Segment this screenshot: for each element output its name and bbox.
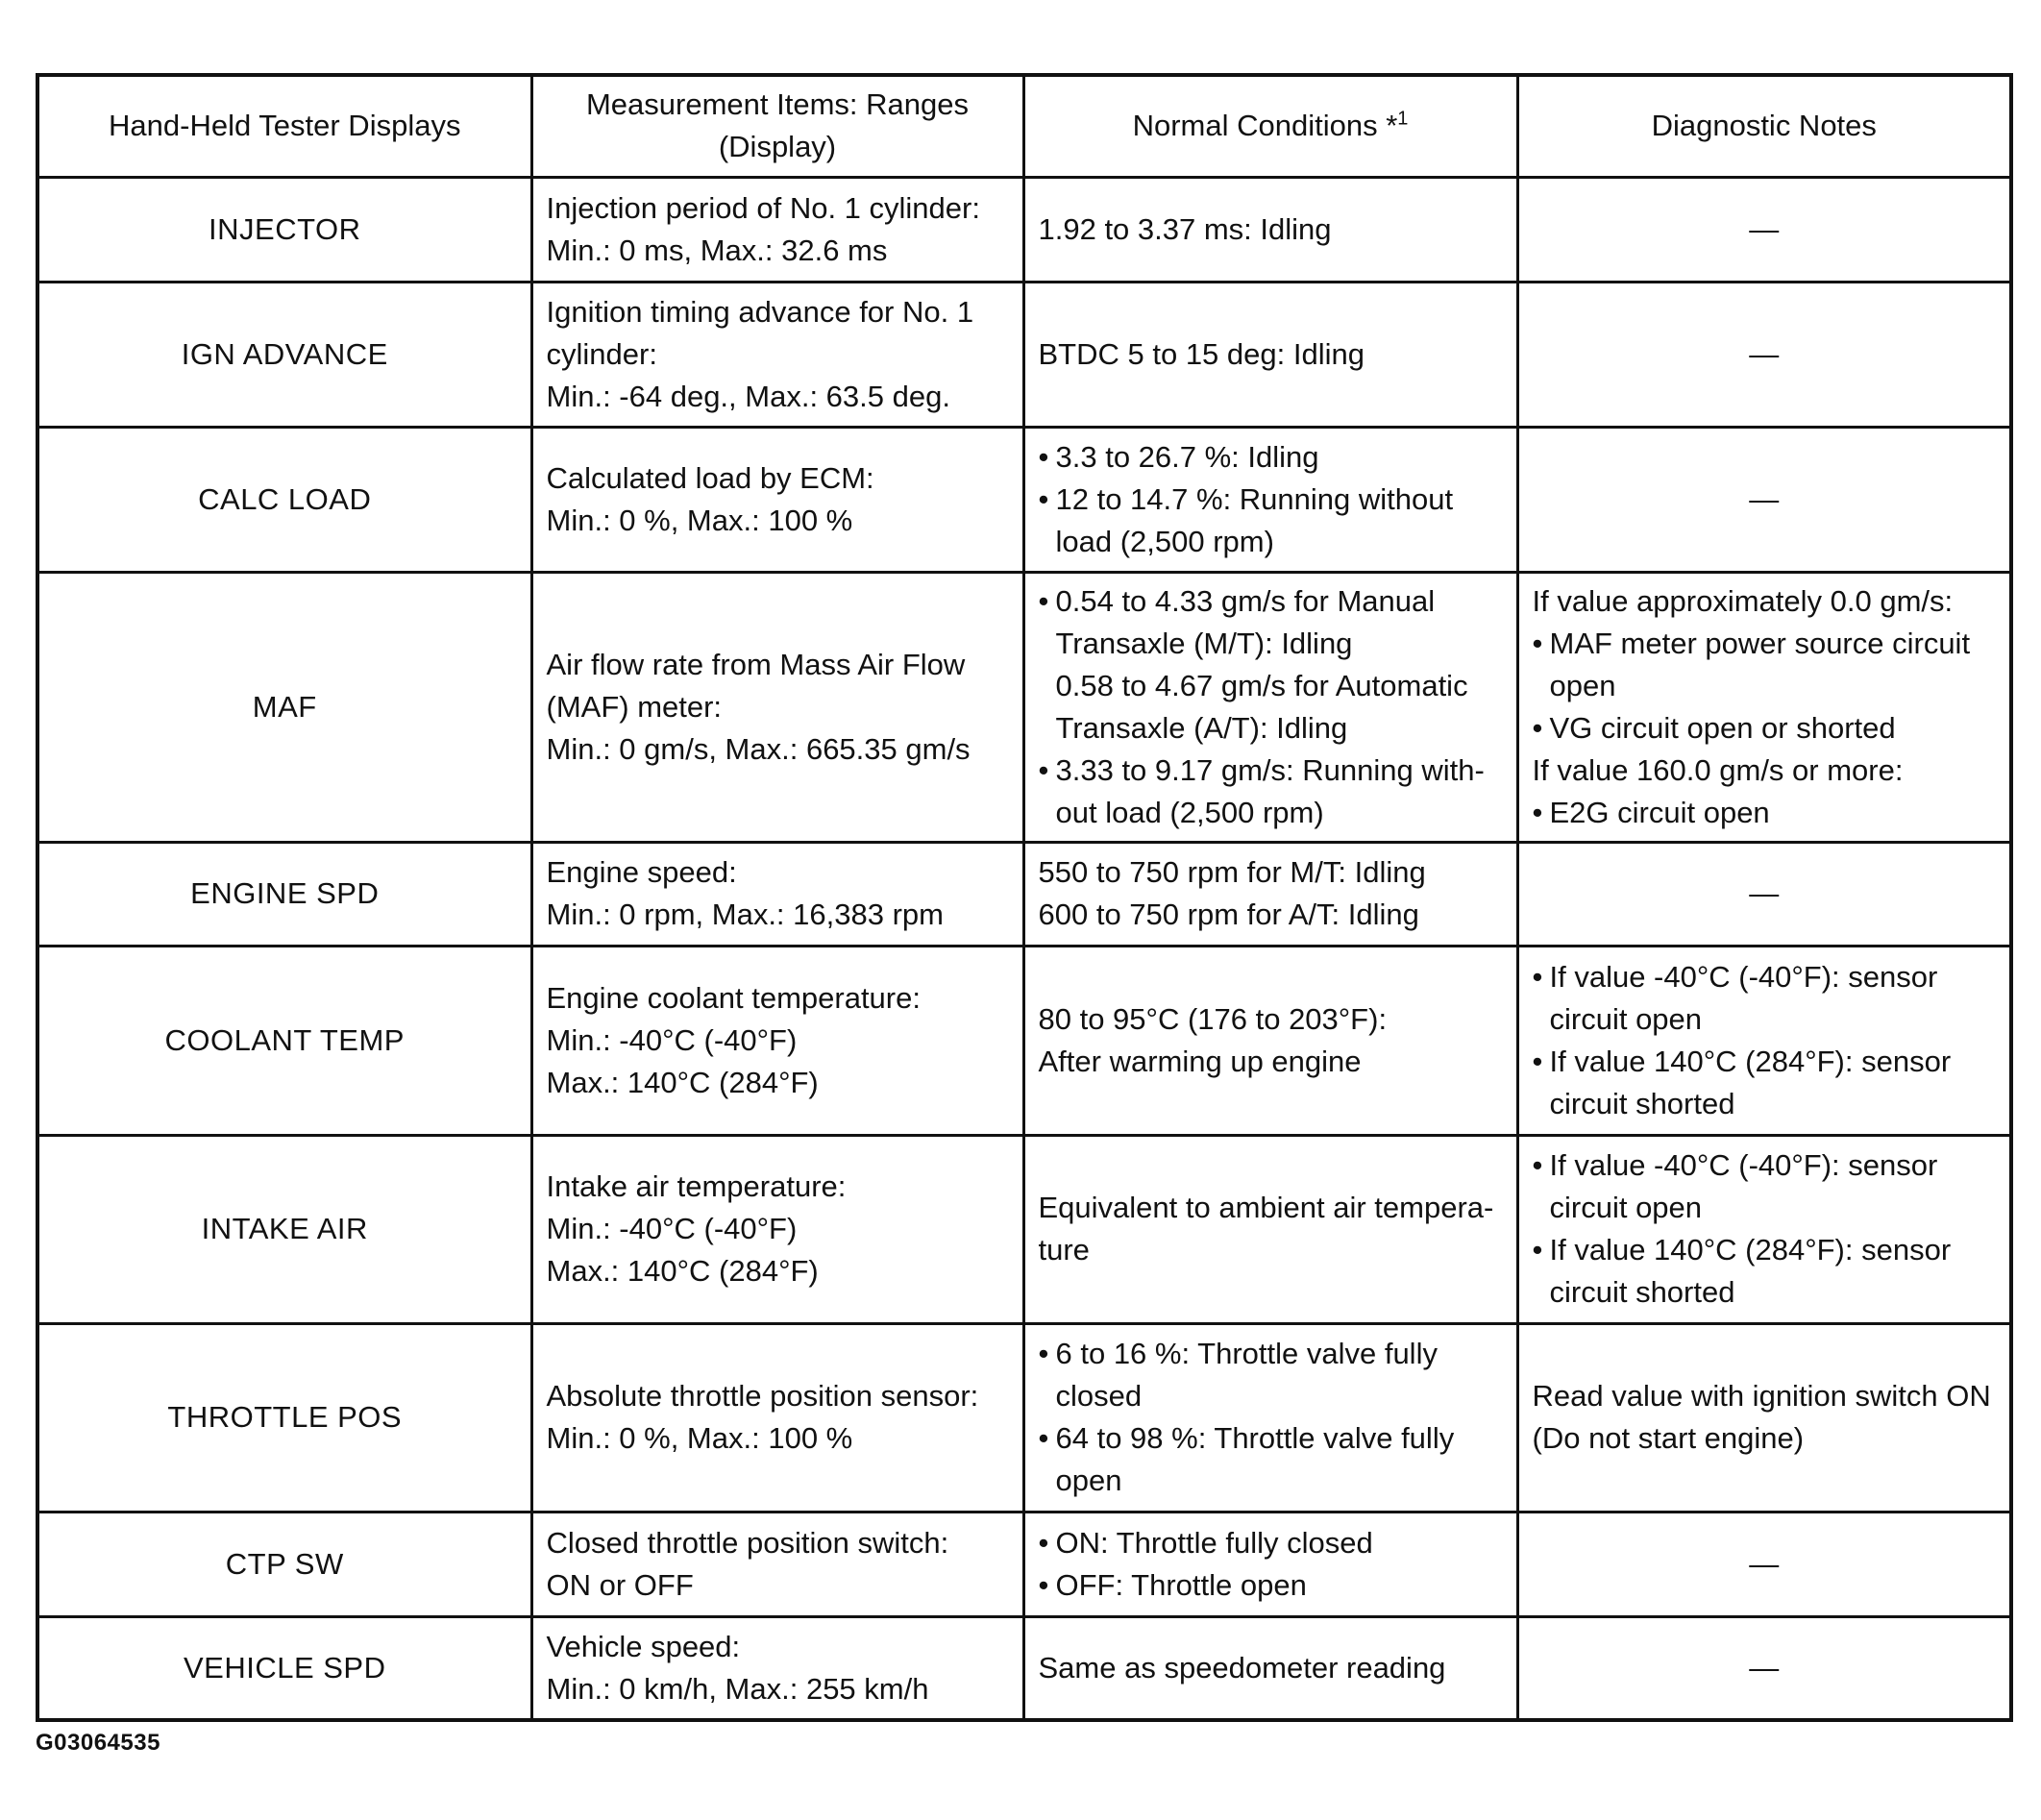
measurement-cell: [531, 946, 1023, 1135]
note-bullet: • VG circuit open or shorted: [1533, 707, 1997, 750]
conditions-cell: [1023, 1323, 1517, 1512]
condition-line: 80 to 95°C (176 to 203°F):: [1038, 1001, 1388, 1036]
note-bullet: • E2G circuit open: [1533, 792, 1997, 834]
measurement-line: Calculated load by ECM:: [546, 460, 874, 495]
measurement-line: Min.: -40°C (-40°F): [546, 1022, 798, 1057]
note-bullet: • If value -40°C (-40°F): sensor: [1533, 1144, 1997, 1187]
table-row: [37, 842, 2011, 946]
notes-cell: —: [1517, 1616, 2011, 1720]
measurement-line: Intake air temperature:: [546, 1169, 847, 1203]
condition-line: After warming up engine: [1038, 1044, 1362, 1078]
table-row: [37, 946, 2011, 1135]
notes-cell: [1517, 572, 2011, 842]
table-body: [37, 177, 2011, 1720]
table-row: [37, 427, 2011, 572]
condition-line: ture: [1038, 1233, 1090, 1267]
measurement-line: Min.: 0 gm/s, Max.: 665.35 gm/s: [546, 731, 971, 766]
measurement-cell: [531, 177, 1023, 282]
measurement-line: ON or OFF: [546, 1567, 694, 1602]
note-line: circuit open: [1549, 1001, 1703, 1036]
notes-cell: [1517, 1135, 2011, 1323]
measurement-line: Min.: -40°C (-40°F): [546, 1212, 798, 1245]
condition-bullet: • 6 to 16 %: Throttle valve fully: [1039, 1333, 1503, 1375]
condition-bullet: • 12 to 14.7 %: Running without: [1039, 479, 1503, 521]
note-line: open: [1549, 668, 1616, 702]
measurement-cell: [531, 282, 1023, 427]
header-normal-conditions: [1023, 75, 1517, 177]
header-diagnostic-notes: Diagnostic Notes: [1517, 75, 2011, 177]
note-bullet: • MAF meter power source circuit: [1533, 623, 1997, 665]
measurement-line: Vehicle speed:: [546, 1629, 741, 1663]
note-bullet: • If value -40°C (-40°F): sensor: [1533, 956, 1997, 998]
notes-cell: [1517, 1323, 2011, 1512]
condition-line: open: [1055, 1463, 1122, 1497]
condition-bullet: • 3.3 to 26.7 %: Idling: [1039, 436, 1503, 479]
condition-bullet: • ON: Throttle fully closed: [1039, 1522, 1503, 1564]
notes-cell: —: [1517, 177, 2011, 282]
notes-cell: —: [1517, 842, 2011, 946]
measurement-line: Min.: 0 %, Max.: 100 %: [546, 1421, 853, 1455]
notes-cell: [1517, 946, 2011, 1135]
measurement-line: Min.: -64 deg., Max.: 63.5 deg.: [546, 379, 950, 413]
condition-line: Transaxle (M/T): Idling: [1055, 626, 1353, 660]
measurement-line: Max.: 140°C (284°F): [546, 1065, 819, 1099]
figure-id: G03064535: [36, 1730, 160, 1756]
table-header: [37, 75, 2011, 177]
tester-data-table: [36, 73, 2013, 1722]
note-line: If value approximately 0.0 gm/s:: [1532, 583, 1954, 618]
measurement-cell: [531, 1135, 1023, 1323]
measurement-line: Ignition timing advance for No. 1: [546, 294, 974, 329]
table-row: [37, 282, 2011, 427]
note-line: If value 160.0 gm/s or more:: [1532, 752, 1904, 787]
condition-line: load (2,500 rpm): [1055, 524, 1274, 558]
condition-line: 1.92 to 3.37 ms: Idling: [1038, 211, 1332, 246]
note-bullet: • If value 140°C (284°F): sensor: [1533, 1229, 1997, 1271]
conditions-cell: [1023, 1512, 1517, 1616]
measurement-line: Engine speed:: [546, 855, 737, 889]
header-measurement-line1: Measurement Items: Ranges: [585, 87, 969, 122]
table-row: [37, 1135, 2011, 1323]
conditions-cell: [1023, 572, 1517, 842]
measurement-cell: [531, 842, 1023, 946]
display-cell: THROTTLE POS: [37, 1323, 531, 1512]
note-line: circuit shorted: [1549, 1275, 1735, 1309]
header-row: [37, 75, 2011, 177]
table-row: [37, 1512, 2011, 1616]
condition-line: BTDC 5 to 15 deg: Idling: [1038, 336, 1365, 371]
measurement-cell: [531, 1323, 1023, 1512]
measurement-cell: [531, 1512, 1023, 1616]
measurement-cell: [531, 427, 1023, 572]
display-cell: INTAKE AIR: [37, 1135, 531, 1323]
footnote-marker: 1: [1397, 108, 1409, 130]
measurement-line: Air flow rate from Mass Air Flow: [546, 647, 966, 681]
measurement-line: Min.: 0 km/h, Max.: 255 km/h: [546, 1671, 929, 1706]
display-cell: COOLANT TEMP: [37, 946, 531, 1135]
measurement-line: Injection period of No. 1 cylinder:: [546, 190, 980, 225]
header-measurement-line2: (Display): [718, 130, 837, 164]
header-normal-conditions-text: Normal Conditions *: [1132, 109, 1398, 143]
measurement-line: Min.: 0 ms, Max.: 32.6 ms: [546, 233, 888, 267]
measurement-line: Min.: 0 %, Max.: 100 %: [546, 503, 853, 537]
measurement-line: Min.: 0 rpm, Max.: 16,383 rpm: [546, 898, 944, 931]
notes-cell: —: [1517, 1512, 2011, 1616]
conditions-cell: [1023, 1135, 1517, 1323]
conditions-cell: [1023, 842, 1517, 946]
measurement-cell: [531, 1616, 1023, 1720]
condition-line: out load (2,500 rpm): [1055, 795, 1324, 829]
note-line: circuit open: [1549, 1191, 1703, 1224]
condition-bullet: • 3.33 to 9.17 gm/s: Running with-: [1039, 750, 1503, 792]
display-cell: CALC LOAD: [37, 427, 531, 572]
conditions-cell: [1023, 177, 1517, 282]
conditions-cell: [1023, 282, 1517, 427]
display-cell: MAF: [37, 572, 531, 842]
display-cell: VEHICLE SPD: [37, 1616, 531, 1720]
condition-line: 550 to 750 rpm for M/T: Idling: [1038, 855, 1426, 889]
measurement-line: Engine coolant temperature:: [546, 980, 921, 1015]
note-line: Read value with ignition switch ON: [1532, 1379, 1991, 1413]
condition-line: Equivalent to ambient air tempera-: [1038, 1191, 1494, 1224]
condition-bullet: • OFF: Throttle open: [1039, 1564, 1503, 1607]
display-cell: CTP SW: [37, 1512, 531, 1616]
conditions-cell: [1023, 427, 1517, 572]
conditions-cell: [1023, 1616, 1517, 1720]
table-row: [37, 1616, 2011, 1720]
measurement-line: cylinder:: [546, 336, 657, 371]
condition-line: closed: [1055, 1379, 1143, 1413]
table-row: [37, 1323, 2011, 1512]
condition-bullet: • 0.54 to 4.33 gm/s for Manual: [1039, 580, 1503, 623]
note-line: circuit shorted: [1549, 1086, 1735, 1120]
note-line: (Do not start engine): [1532, 1421, 1805, 1455]
measurement-cell: [531, 572, 1023, 842]
condition-bullet: • 64 to 98 %: Throttle valve fully: [1039, 1417, 1503, 1460]
header-measurement-items: [531, 75, 1023, 177]
note-bullet: • If value 140°C (284°F): sensor: [1533, 1041, 1997, 1083]
condition-line: 600 to 750 rpm for A/T: Idling: [1038, 898, 1419, 931]
condition-line: Same as speedometer reading: [1038, 1650, 1446, 1685]
condition-line: Transaxle (A/T): Idling: [1055, 710, 1348, 745]
notes-cell: —: [1517, 427, 2011, 572]
display-cell: ENGINE SPD: [37, 842, 531, 946]
measurement-line: Closed throttle position switch:: [546, 1525, 949, 1560]
header-tester-displays: Hand-Held Tester Displays: [37, 75, 531, 177]
condition-line: 0.58 to 4.67 gm/s for Automatic: [1055, 668, 1468, 702]
table-row: [37, 177, 2011, 282]
notes-cell: —: [1517, 282, 2011, 427]
display-cell: INJECTOR: [37, 177, 531, 282]
measurement-line: Max.: 140°C (284°F): [546, 1254, 819, 1288]
conditions-cell: [1023, 946, 1517, 1135]
table-row: [37, 572, 2011, 842]
measurement-line: (MAF) meter:: [546, 689, 723, 724]
display-cell: IGN ADVANCE: [37, 282, 531, 427]
measurement-line: Absolute throttle position sensor:: [546, 1379, 979, 1413]
